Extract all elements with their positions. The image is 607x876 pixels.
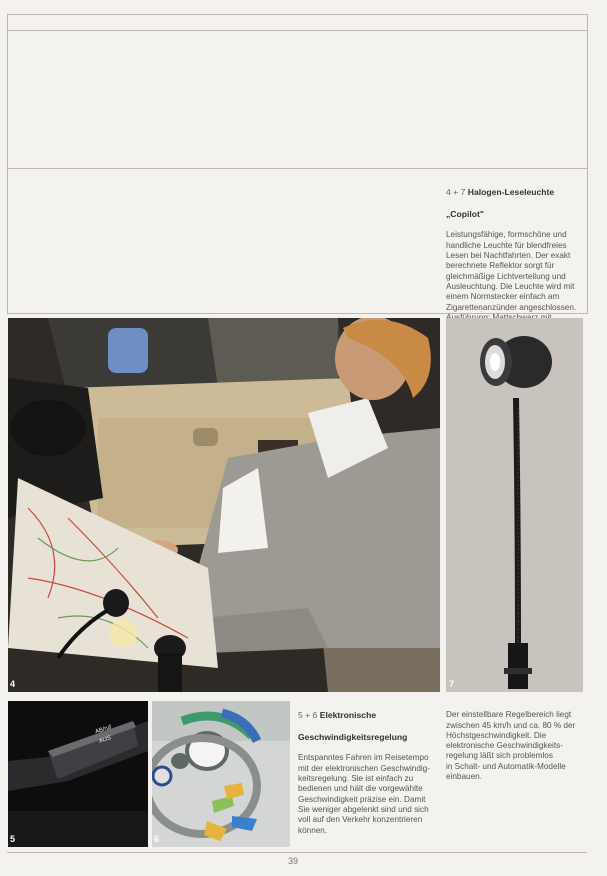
cruise-title: Elektronische bbox=[319, 710, 377, 721]
copilot-subtitle: „Copilot" bbox=[446, 208, 484, 219]
bottom-rule bbox=[7, 852, 587, 853]
stalk-label-2: AUS bbox=[98, 735, 112, 745]
copilot-body: Leistungsfähige, formschöne und handliche Leuchte für blendfreies Lesen bei Nachtfahrten. Der exakt berechnete Reflektor sorgt für gleichmäßige Lichtverteilung und Ausleuchtung. Die Leuchte wird mit einem Normstecker einfach am Zigarettenanzünder angeschlossen. bbox=[446, 230, 577, 312]
cruise-body: Entspanntes Fahren im Reisetempo mit der elektronischen Geschwindig- keitsregelung. Sie ist einfach zu bedienen und hält die vorgewählte Geschwindigkeit präzise ein. Damit Sie weniger abgelenkt sind und sich voll auf den Verkehr konzentrieren können. bbox=[298, 753, 430, 835]
photo-6-number: 6 bbox=[154, 834, 160, 844]
photo-woman-map-image bbox=[8, 318, 440, 692]
cruise-body-2: Der einstellbare Regelbereich liegt zwischen 45 km/h und ca. 80 % der Höchstgeschwindigkeit. Die elektronische Geschwindigkeits- regelung läßt sich problemlos in Schalt- und Automatik-Modelle einbauen. bbox=[446, 710, 576, 782]
cruise-title-2: Geschwindigkeitsregelung bbox=[298, 731, 408, 742]
photo-copilot-lamp bbox=[446, 318, 583, 692]
photo-woman-map bbox=[8, 318, 440, 692]
top-rule bbox=[7, 30, 587, 31]
mid-rule bbox=[7, 168, 587, 169]
copilot-title: Halogen-Leseleuchte bbox=[467, 187, 555, 198]
page-number: 39 bbox=[288, 856, 299, 866]
photo-cruise-stalk bbox=[8, 701, 148, 847]
cruise-number: 5 + 6 bbox=[298, 710, 318, 721]
photo-lamp-image bbox=[446, 318, 583, 692]
photo-5-number: 5 bbox=[10, 834, 16, 844]
copilot-number: 4 + 7 bbox=[446, 187, 466, 198]
cruise-text-block-2 bbox=[446, 700, 586, 782]
cruise-text-block bbox=[298, 700, 438, 836]
photo-7-number: 7 bbox=[449, 679, 455, 689]
photo-wheel-image bbox=[152, 701, 290, 847]
stalk-label-1: AB/ruf bbox=[94, 724, 113, 736]
photo-steering-wheel bbox=[152, 701, 290, 847]
copilot-text-block bbox=[446, 177, 586, 333]
photo-stalk-image bbox=[8, 701, 148, 847]
photo-4-number: 4 bbox=[10, 679, 16, 689]
